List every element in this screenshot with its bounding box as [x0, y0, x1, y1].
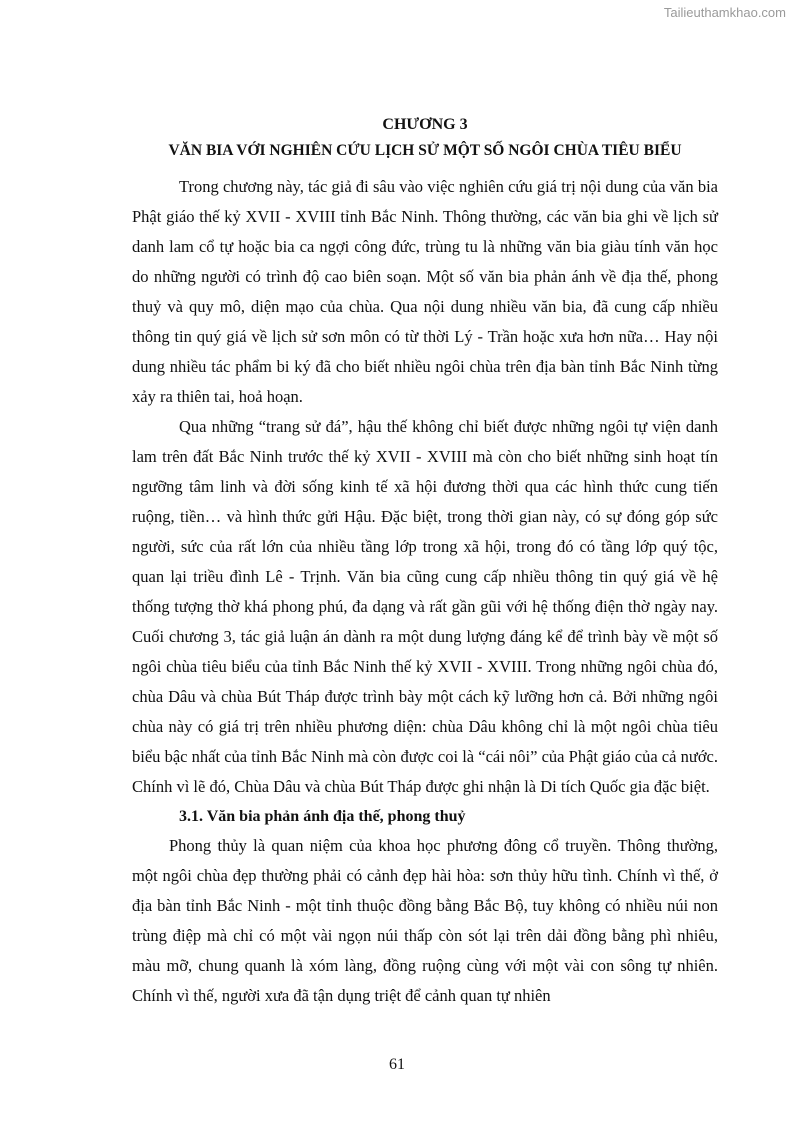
watermark: Tailieuthamkhao.com — [663, 5, 786, 20]
chapter-number: CHƯƠNG 3 — [382, 116, 468, 133]
paragraph: Trong chương này, tác giả đi sâu vào việc nghiên cứu giá trị nội dung của văn bia Phật giáo thế kỷ XVII - XVIII tỉnh Bắc Ninh. Thông thường, các văn bia ghi về lịch sử danh lam cổ tự hoặc bia ca ngợi công đức, trùng tu là những văn bia giàu tính văn học do những người có trình độ cao biên soạn. Một số văn bia phản ánh về địa thế, phong thuỷ và quy mô, diện mạo của chùa. Qua nội dung nhiều văn bia, đã cung cấp nhiều thông tin quý giá về lịch sử sơn môn có từ thời Lý - Trần hoặc xưa hơn nữa… Hay nội dung nhiều tác phẩm bi ký đã cho biết nhiều ngôi chùa trên địa bàn tỉnh Bắc Ninh từng xảy ra thiên tai, hoả hoạn. — [132, 177, 718, 406]
document-body — [132, 112, 718, 1011]
page-number: 61 — [389, 1056, 405, 1073]
chapter-title: VĂN BIA VỚI NGHIÊN CỨU LỊCH SỬ MỘT SỐ NGÔI CHÙA TIÊU BIỂU — [168, 142, 682, 159]
paragraph: Qua những “trang sử đá”, hậu thế không chỉ biết được những ngôi tự viện danh lam trên đất Bắc Ninh trước thế kỷ XVII - XVIII mà còn cho biết những sinh hoạt tín ngưỡng tâm linh và đời sống kinh tế xã hội đương thời qua các hình thức cung tiến ruộng, tiền… và hình thức gửi Hậu. Đặc biệt, trong thời gian này, có sự đóng góp sức người, sức của rất lớn của nhiều tầng lớp trong xã hội, trong đó có tầng lớp quý tộc, quan lại triều đình Lê - Trịnh. Văn bia cũng cung cấp nhiều thông tin quý giá về hệ thống tượng thờ khá phong phú, đa dạng và rất gần gũi với hệ thống điện thờ ngày nay. Cuối chương 3, tác giả luận án dành ra một dung lượng đáng kể để trình bày về một số ngôi chùa tiêu biểu của tỉnh Bắc Ninh thế kỷ XVII - XVIII. Trong những ngôi chùa đó, chùa Dâu và chùa Bút Tháp được trình bày một cách kỹ lưỡng hơn cả. Bởi những ngôi chùa này có giá trị trên nhiều phương diện: chùa Dâu không chỉ là một ngôi chùa tiêu biểu bậc nhất của tỉnh Bắc Ninh mà còn được coi là “cái nôi” của Phật giáo của cả nước. Chính vì lẽ đó, Chùa Dâu và chùa Bút Tháp được ghi nhận là Di tích Quốc gia đặc biệt. — [132, 417, 718, 796]
section-paragraph: Phong thủy là quan niệm của khoa học phương đông cổ truyền. Thông thường, một ngôi chùa đẹp thường phải có cảnh đẹp hài hòa: sơn thủy hữu tình. Chính vì thế, ở địa bàn tỉnh Bắc Ninh - một tỉnh thuộc đồng bằng Bắc Bộ, tuy không có nhiều núi non trùng điệp mà chỉ có một vài ngọn núi thấp còn sót lại trên dải đồng bằng phì nhiêu, màu mỡ, chung quanh là xóm làng, đồng ruộng cùng với một vài con sông tự nhiên. Chính vì thế, người xưa đã tận dụng triệt để cảnh quan tự nhiên — [132, 836, 718, 1005]
section-heading: 3.1. Văn bia phản ánh địa thế, phong thuỷ — [179, 808, 466, 825]
